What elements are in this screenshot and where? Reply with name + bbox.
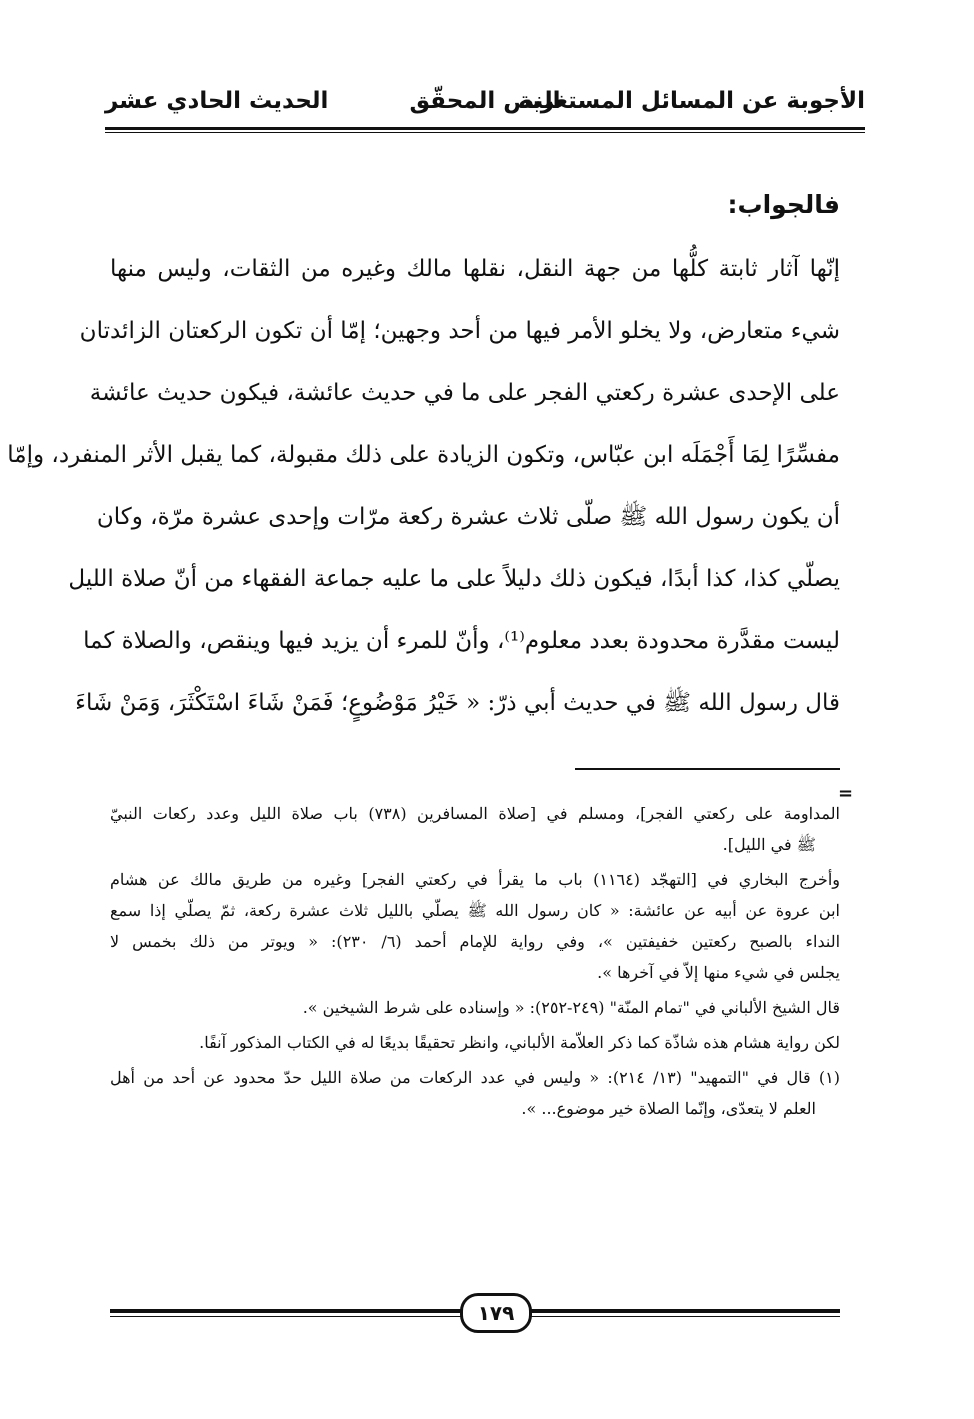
footnote-line: يجلس في شيء منها إلاّ في آخرها ». bbox=[597, 963, 840, 982]
answer-heading: فالجواب: bbox=[727, 190, 840, 219]
main-line: ليست مقدَّرة محدودة بعدد معلوم⁽¹⁾، وأنّ للمرء أن يزيد فيها وينقص، والصلاة كما bbox=[83, 628, 840, 654]
footnote-line: لكن رواية هشام هذه شاذّة كما ذكر العلاّمة الألباني، وانظر تحقيقًا بديعًا له في الكتاب المذكور آنفًا. bbox=[199, 1033, 840, 1052]
main-line: إنّها آثار ثابتة كلُّها من جهة النقل، نقلها مالك وغيره من الثقات، وليس منها bbox=[110, 256, 840, 282]
page-number: ١٧٩ bbox=[460, 1293, 532, 1333]
footnote-line: (١) قال في "التمهيد" (١٣/ ٢١٤): « وليس في عدد الركعات من صلاة الليل حدّ محدود عن أحد من أهل bbox=[110, 1068, 841, 1087]
footnote-separator bbox=[575, 768, 840, 770]
footnote-line: العلم لا يتعدّى، وإنّما الصلاة خير موضوع... ». bbox=[521, 1099, 816, 1118]
header-book-title: الأجوبة عن المسائل المستغربة bbox=[518, 88, 865, 114]
main-line: شيء متعارض، ولا يخلو الأمر فيها من أحد وجهين؛ إمّا أن تكون الركعتان الزائدتان bbox=[79, 318, 840, 344]
main-line: أن يكون رسول الله ﷺ صلّى ثلاث عشرة ركعة مرّات وإحدى عشرة مرّة، وكان bbox=[96, 504, 840, 530]
running-header bbox=[105, 82, 865, 124]
main-line: مفسِّرًا لِمَا أَجْمَلَه ابن عبّاس، وتكون الزيادة على ذلك مقبولة، كما يقبل الأثر المنفرد، وإمّا bbox=[7, 442, 840, 468]
footnote-line: قال الشيخ الألباني في "تمام المنّة" (٢٤٩-٢٥٢): « وإسناده على شرط الشيخين ». bbox=[302, 998, 840, 1017]
footnote-line: النداء بالصبح ركعتين خفيفتين »، وفي رواية للإمام أحمد (٦/ ٢٣٠): « ويوتر من ذلك بخمس لا bbox=[110, 932, 841, 951]
main-line: على الإحدى عشرة ركعتي الفجر على ما في حديث عائشة، فيكون حديث عائشة bbox=[89, 380, 840, 406]
footnote-line: المداومة على ركعتي الفجر]، ومسلم في [صلاة المسافرين (٧٣٨) باب صلاة الليل وعدد ركعات النبيّ bbox=[110, 804, 840, 823]
footnotes bbox=[110, 798, 840, 1124]
main-line: يصلّي كذا، كذا أبدًا، فيكون ذلك دليلاً على ما عليه جماعة الفقهاء من أنّ صلاة الليل bbox=[68, 566, 840, 592]
header-rule bbox=[105, 127, 865, 130]
footnote-line: ابن عروة عن أبيه عن عائشة: « كان رسول الله ﷺ يصلّي بالليل ثلاث عشرة ركعة، ثمّ يصلّي إذا سمع bbox=[110, 901, 840, 920]
header-rule-thin bbox=[105, 132, 865, 133]
main-line: قال رسول الله ﷺ في حديث أبي ذرّ: « خَيْرُ مَوْضُوعٍ؛ فَمَنْ شَاءَ اسْتَكْثَرَ، وَمَنْ شَاءَ bbox=[75, 690, 840, 716]
header-section-title: النص المحقّق bbox=[409, 88, 561, 114]
main-text bbox=[7, 180, 840, 734]
footnote-continuation-mark: = bbox=[838, 783, 854, 804]
header-chapter-title: الحديث الحادي عشر bbox=[105, 88, 329, 114]
footnote-line: وأخرج البخاري في [التهجّد (١١٦٤) باب ما يقرأ في ركعتي الفجر] وغيره من طريق مالك عن هشام bbox=[110, 870, 840, 889]
footnote-line: ﷺ في الليل]. bbox=[722, 835, 816, 854]
